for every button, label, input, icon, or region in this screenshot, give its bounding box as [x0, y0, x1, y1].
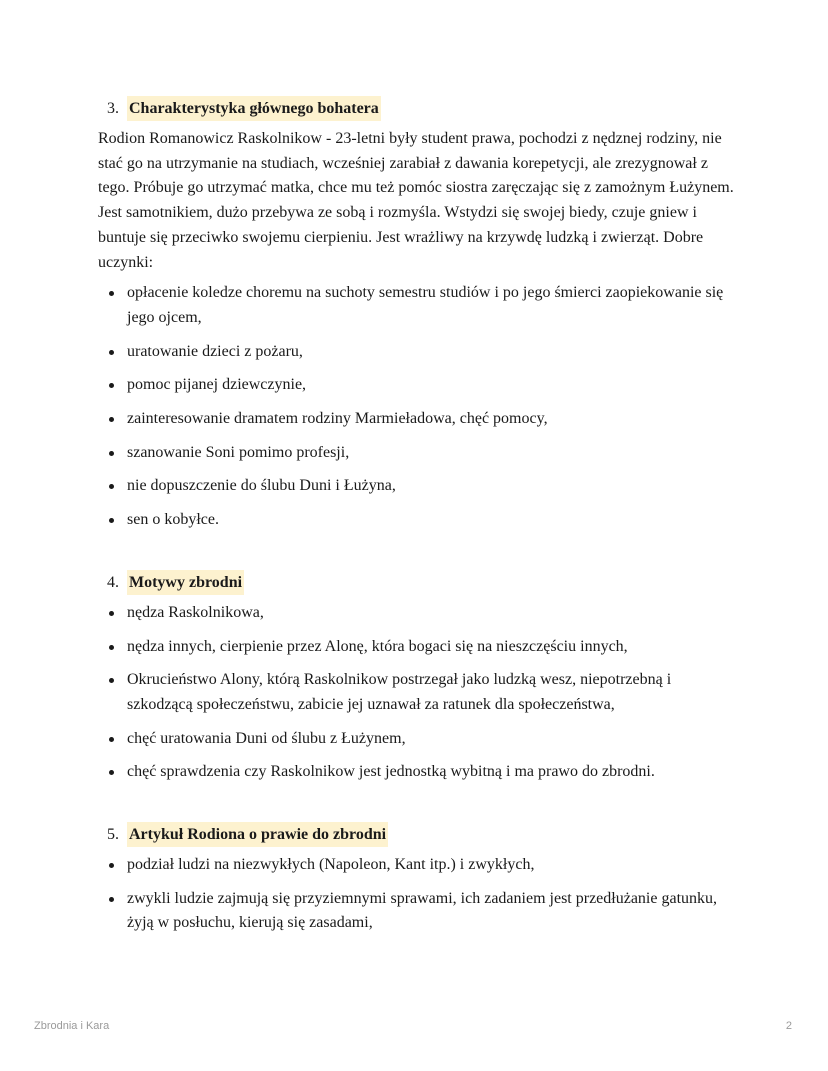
list-item: pomoc pijanej dziewczynie, — [98, 373, 738, 398]
section-motives — [98, 570, 738, 785]
bullet-icon — [109, 518, 114, 523]
section-heading — [98, 822, 738, 847]
bullet-icon — [109, 383, 114, 388]
section-article — [98, 822, 738, 936]
bullet-icon — [109, 863, 114, 868]
list-item: szanowanie Soni pomimo profesji, — [98, 441, 738, 466]
bullet-icon — [109, 350, 114, 355]
list-item: nie dopuszczenie do ślubu Duni i Łużyna, — [98, 474, 738, 499]
heading-title: Motywy zbrodni — [127, 570, 244, 595]
list-item: podział ludzi na niezwykłych (Napoleon, Kant itp.) i zwykłych, — [98, 853, 738, 878]
bullet-icon — [109, 451, 114, 456]
bullet-icon — [109, 484, 114, 489]
bullet-icon — [109, 645, 114, 650]
list-item: Okrucieństwo Alony, którą Raskolnikow postrzegał jako ludzką wesz, niepotrzebną i szkodzącą społeczeństwu, zabicie jej uznawał za ratunek dla społeczeństwa, — [98, 668, 738, 717]
heading-number: 4. — [107, 573, 119, 591]
footer-page-number: 2 — [785, 1020, 792, 1032]
bullet-icon — [109, 737, 114, 742]
section-heading — [98, 570, 738, 595]
list-item: nędza innych, cierpienie przez Alonę, która bogaci się na nieszczęściu innych, — [98, 635, 738, 660]
list-item: chęć uratowania Duni od ślubu z Łużynem, — [98, 727, 738, 752]
bullet-icon — [109, 417, 114, 422]
heading-title: Artykuł Rodiona o prawie do zbrodni — [127, 822, 388, 847]
heading-number: 3. — [107, 100, 119, 117]
list-item: uratowanie dzieci z pożaru, — [98, 340, 738, 365]
document-page — [98, 96, 738, 945]
good-deeds-list — [98, 281, 738, 533]
bullet-icon — [109, 291, 114, 296]
heading-title: Charakterystyka głównego bohatera — [127, 96, 381, 121]
list-item: opłacenie koledze choremu na suchoty semestru studiów i po jego śmierci zaopiekowanie się jego ojcem, — [98, 281, 738, 330]
bullet-icon — [109, 897, 114, 902]
list-item: sen o kobyłce. — [98, 508, 738, 533]
bullet-icon — [109, 611, 114, 616]
list-item: chęć sprawdzenia czy Raskolnikow jest jednostką wybitną i ma prawo do zbrodni. — [98, 760, 738, 785]
article-list — [98, 853, 738, 936]
bullet-icon — [109, 678, 114, 683]
motives-list — [98, 601, 738, 785]
list-item: zwykli ludzie zajmują się przyziemnymi sprawami, ich zadaniem jest przedłużanie gatunku, żyją w posłuchu, kierują się zasadami, — [98, 887, 738, 936]
bullet-icon — [109, 770, 114, 775]
footer-document-title: Zbrodnia i Kara — [34, 1020, 110, 1032]
section-character — [98, 96, 738, 533]
character-paragraph: Rodion Romanowicz Raskolnikow - 23-letni były student prawa, pochodzi z nędznej rodziny, nie stać go na utrzymanie na studiach, wcześniej zarabiał z dawania korepetycji, ale zrezygnował z tego. Próbuje go utrzymać matka, chce mu też pomóc siostra zaręczając się z zamożnym Łużynem. Jest samotnikiem, dużo przebywa ze sobą i rozmyśla. Wstydzi się swojej biedy, czuje gniew i buntuje się przeciwko swojemu cierpieniu. Jest wrażliwy na krzywdę ludzką i zwierząt. Dobre uczynki: — [98, 130, 734, 271]
list-item: nędza Raskolnikowa, — [98, 601, 738, 626]
section-heading — [98, 96, 738, 121]
list-item: zainteresowanie dramatem rodziny Marmieładowa, chęć pomocy, — [98, 407, 738, 432]
heading-number: 5. — [107, 826, 119, 844]
